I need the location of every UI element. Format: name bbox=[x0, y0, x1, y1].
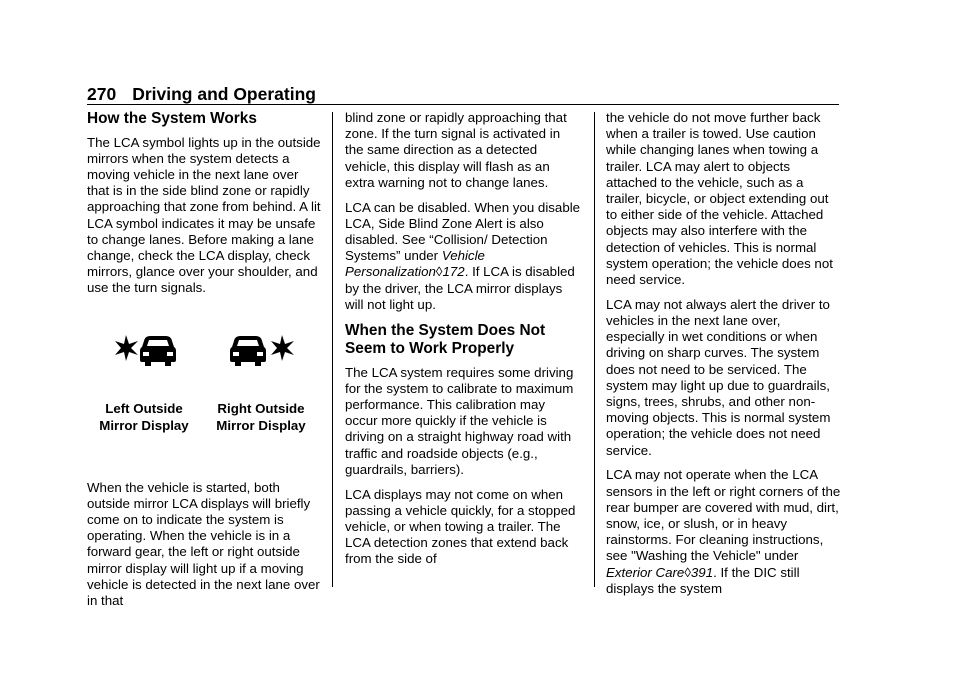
mirror-display-figure bbox=[87, 313, 323, 473]
caption-line: Left Outside bbox=[105, 400, 183, 416]
paragraph: When the vehicle is started, both outside mirror LCA displays will briefly come on to indicate the system is operating. When the vehicle is in a forward gear, the left or right outside mirror display will light up if a moving vehicle is detected in the next lane over in that bbox=[87, 479, 320, 608]
cross-reference-link[interactable]: Vehicle Personalization bbox=[345, 248, 485, 280]
column-2 bbox=[345, 110, 581, 576]
caption-line: Right Outside bbox=[217, 400, 305, 416]
caption-left-mirror bbox=[84, 400, 204, 435]
paragraph: The LCA symbol lights up in the outside mirrors when the system detects a moving vehicle in the next lane over that is in the side blind zone or rapidly approaching that zone from behind. A lit LCA symbol indicates it may be unsafe to change lanes. Before making a lane change, check the LCA display, check mirrors, glance over your shoulder, and use the turn signals. bbox=[87, 134, 321, 296]
page-header bbox=[87, 83, 316, 105]
lca-left-mirror-symbol-icon bbox=[114, 327, 178, 371]
page-arrow-icon: ◊ bbox=[684, 564, 691, 580]
paragraph: LCA may not always alert the driver to vehicles in the next lane over, especially in wet conditions or when driving on sharp curves. The system does not need to be serviced. The system may light up due to guardrails, signs, trees, shrubs, and other non-moving objects. This is normal system operation; the vehicle does not need service. bbox=[606, 296, 831, 458]
heading-how-system-works: How the System Works bbox=[87, 110, 257, 127]
column-divider-2 bbox=[594, 112, 595, 587]
paragraph bbox=[606, 467, 842, 597]
section-title: Driving and Operating bbox=[132, 84, 316, 104]
text: LCA may not operate when the LCA sensors in the left or right corners of the rear bumper are covered with mud, dirt, snow, ice, or slush, or in heavy rainstorms. For cleaning instructions, see "Washing the Vehicle" under bbox=[606, 467, 841, 564]
paragraph bbox=[345, 200, 581, 313]
page-arrow-icon: ◊ bbox=[435, 264, 443, 280]
cross-reference-page[interactable]: 391 bbox=[690, 564, 714, 580]
column-3 bbox=[606, 110, 842, 606]
paragraph: the vehicle do not move further back when a trailer is towed. Use caution while changing lanes when towing a trailer. LCA may alert to objects attached to the vehicle, such as a trailer, bicycle, or object extending out to either side of the vehicle. Attached objects may also interfere with the detection of vehicles. This is normal system operation; the vehicle does not need service. bbox=[606, 110, 833, 288]
text: . If the DIC still displays the system bbox=[606, 564, 800, 596]
column-1 bbox=[87, 110, 323, 618]
paragraph: blind zone or rapidly approaching that zone. If the turn signal is activated in the same direction as a detected vehicle, this display will flash as an extra warning not to change lanes. bbox=[345, 110, 567, 190]
column-divider-1 bbox=[332, 112, 333, 587]
caption-line: Mirror Display bbox=[99, 418, 189, 434]
paragraph: LCA displays may not come on when passing a vehicle quickly, for a stopped vehicle, or when towing a trailer. The LCA detection zones that extend back from the side of bbox=[345, 486, 576, 567]
cross-reference-page[interactable]: 172 bbox=[442, 264, 465, 280]
caption-right-mirror bbox=[201, 400, 321, 435]
text: LCA can be disabled. When you disable LCA, Side Blind Zone Alert is also disabled. See “Collision/ Detection Systems” under bbox=[345, 199, 581, 264]
paragraph: The LCA system requires some driving for the system to calibrate to maximum performance. This calibration may occur more quickly if the vehicle is driving on a straight highway road with traffic and roadside objects (e.g., guardrails, barriers). bbox=[345, 364, 574, 477]
lca-right-mirror-symbol-icon bbox=[230, 327, 294, 371]
header-rule bbox=[87, 104, 839, 105]
heading-not-working: When the System Does Not Seem to Work Properly bbox=[345, 321, 546, 358]
caption-line: Mirror Display bbox=[216, 418, 306, 434]
page-number: 270 bbox=[87, 84, 117, 104]
cross-reference-link[interactable]: Exterior Care bbox=[606, 564, 685, 580]
text: . If LCA is disabled by the driver, the LCA mirror displays will not light up. bbox=[345, 264, 575, 312]
